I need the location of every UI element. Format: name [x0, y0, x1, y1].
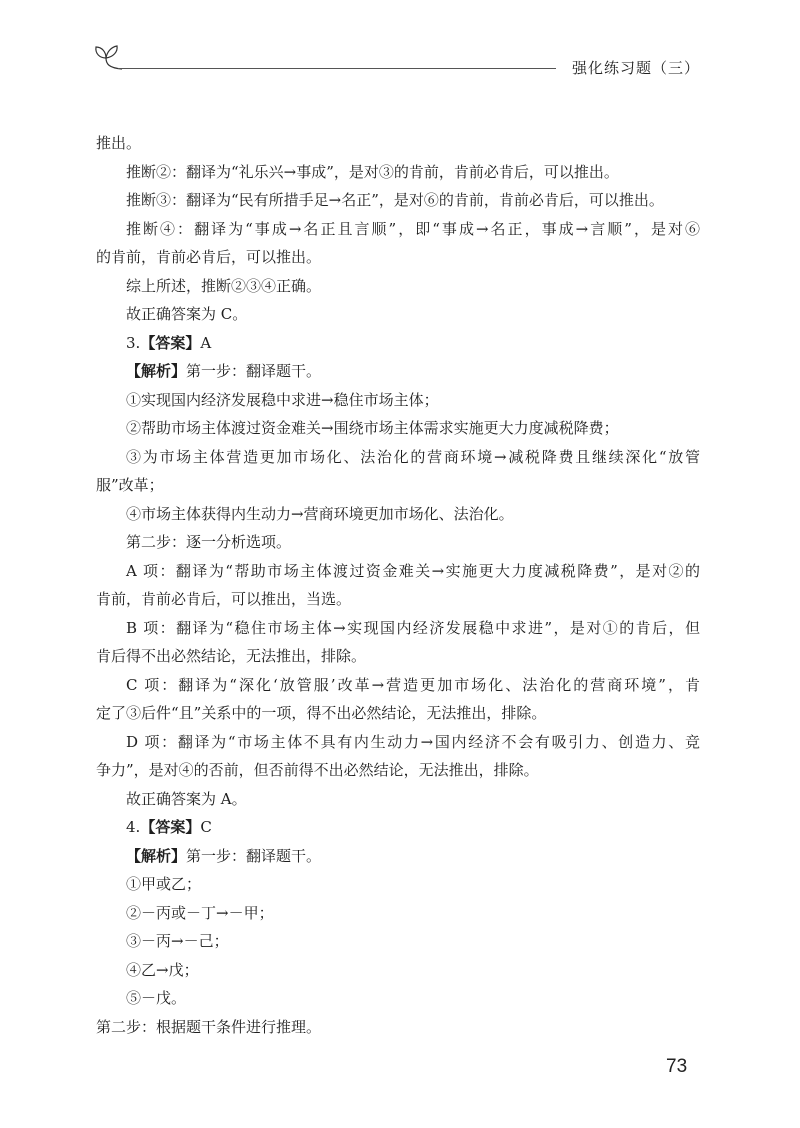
- q4-step-1: 第一步：翻译题干。: [186, 846, 322, 865]
- q3-condition-1: ①实现国内经济发展稳中求进→稳住市场主体；: [126, 390, 439, 409]
- q4-number: 4.: [126, 818, 141, 836]
- q3-option-c-line-2: 定了③后件“且”关系中的一项，得不出必然结论，无法推出，排除。: [96, 704, 547, 722]
- page-number: 73: [666, 1056, 688, 1077]
- q4-answer-label: 【答案】: [140, 818, 201, 836]
- q3-condition-2: ②帮助市场主体渡过资金难关→围绕市场主体需求实施更大力度减税降费；: [126, 419, 619, 437]
- q4-condition-4: ④乙→戊；: [126, 960, 199, 979]
- q2-conclusion: 故正确答案为 C。: [126, 305, 248, 323]
- q3-condition-3-line-1: ③为市场主体营造更加市场化、法治化的营商环境→减税降费且继续深化“放管: [126, 447, 700, 466]
- header-rule: [118, 68, 556, 69]
- judgment-3: 推断③：翻译为“民有所措手足→名正”，是对⑥的肯前，肯前必肯后，可以推出。: [126, 191, 664, 209]
- q3-answer-line: [96, 329, 700, 358]
- q3-option-b-line-1: B 项：翻译为“稳住市场主体→实现国内经济发展稳中求进”，是对①的肯后，但: [126, 618, 700, 637]
- q4-condition-5: ⑤－戊。: [126, 989, 187, 1007]
- q3-option-d-line-2: 争力”，是对④的否前，但否前得不出必然结论，无法推出，排除。: [96, 761, 539, 779]
- q4-condition-1: ①甲或乙；: [126, 875, 202, 893]
- summary: 综上所述，推断②③④正确。: [126, 276, 322, 295]
- q4-step-2: 第二步：根据题干条件进行推理。: [96, 1017, 322, 1036]
- q3-option-c-line-1: C 项：翻译为“深化‘放管服’改革→营造更加市场化、法治化的营商环境”，肯: [126, 675, 700, 694]
- q4-analysis-label: 【解析】: [126, 846, 187, 865]
- running-header-title: 强化练习题（三）: [571, 59, 700, 77]
- q4-condition-2: ②－丙或－丁→－甲；: [126, 903, 274, 922]
- q3-analysis-label: 【解析】: [126, 362, 187, 380]
- judgment-2: 推断②：翻译为“礼乐兴→事成”，是对③的肯前，肯前必肯后，可以推出。: [126, 162, 619, 181]
- q3-option-d-line-1: D 项：翻译为“市场主体不具有内生动力→国内经济不会有吸引力、创造力、竞: [126, 732, 700, 751]
- q4-condition-3: ③－丙→－己；: [126, 932, 229, 950]
- judgment-4-line-1: 推断④：翻译为“事成→名正且言顺”，即“事成→名正，事成→言顺”，是对⑥: [126, 219, 700, 238]
- q3-step-1: 第一步：翻译题干。: [186, 362, 322, 380]
- judgment-4-line-2: 的肯前，肯前必肯后，可以推出。: [96, 248, 322, 266]
- q4-analysis-line: [96, 842, 700, 871]
- q4-answer: C: [200, 818, 212, 836]
- q3-number: 3.: [126, 333, 141, 352]
- q3-condition-4: ④市场主体获得内生动力→营商环境更加市场化、法治化。: [126, 504, 514, 523]
- q3-step-2: 第二步：逐一分析选项。: [126, 533, 292, 551]
- body-text: [96, 129, 700, 1041]
- q3-conclusion: 故正确答案为 A。: [126, 789, 247, 808]
- q3-answer-label: 【答案】: [140, 333, 201, 352]
- q3-answer: A: [200, 333, 212, 352]
- q3-option-a-line-2: 肯前，肯前必肯后，可以推出，当选。: [96, 590, 352, 608]
- text-line: 推出。: [96, 134, 142, 152]
- q4-answer-line: [96, 813, 700, 842]
- q3-option-b-line-2: 肯后得不出必然结论，无法推出，排除。: [96, 647, 367, 665]
- q3-option-a-line-1: A 项：翻译为“帮助市场主体渡过资金难关→实施更大力度减税降费”，是对②的: [126, 561, 700, 580]
- q3-condition-3-line-2: 服”改革；: [96, 476, 164, 494]
- q3-analysis-line: [96, 357, 700, 386]
